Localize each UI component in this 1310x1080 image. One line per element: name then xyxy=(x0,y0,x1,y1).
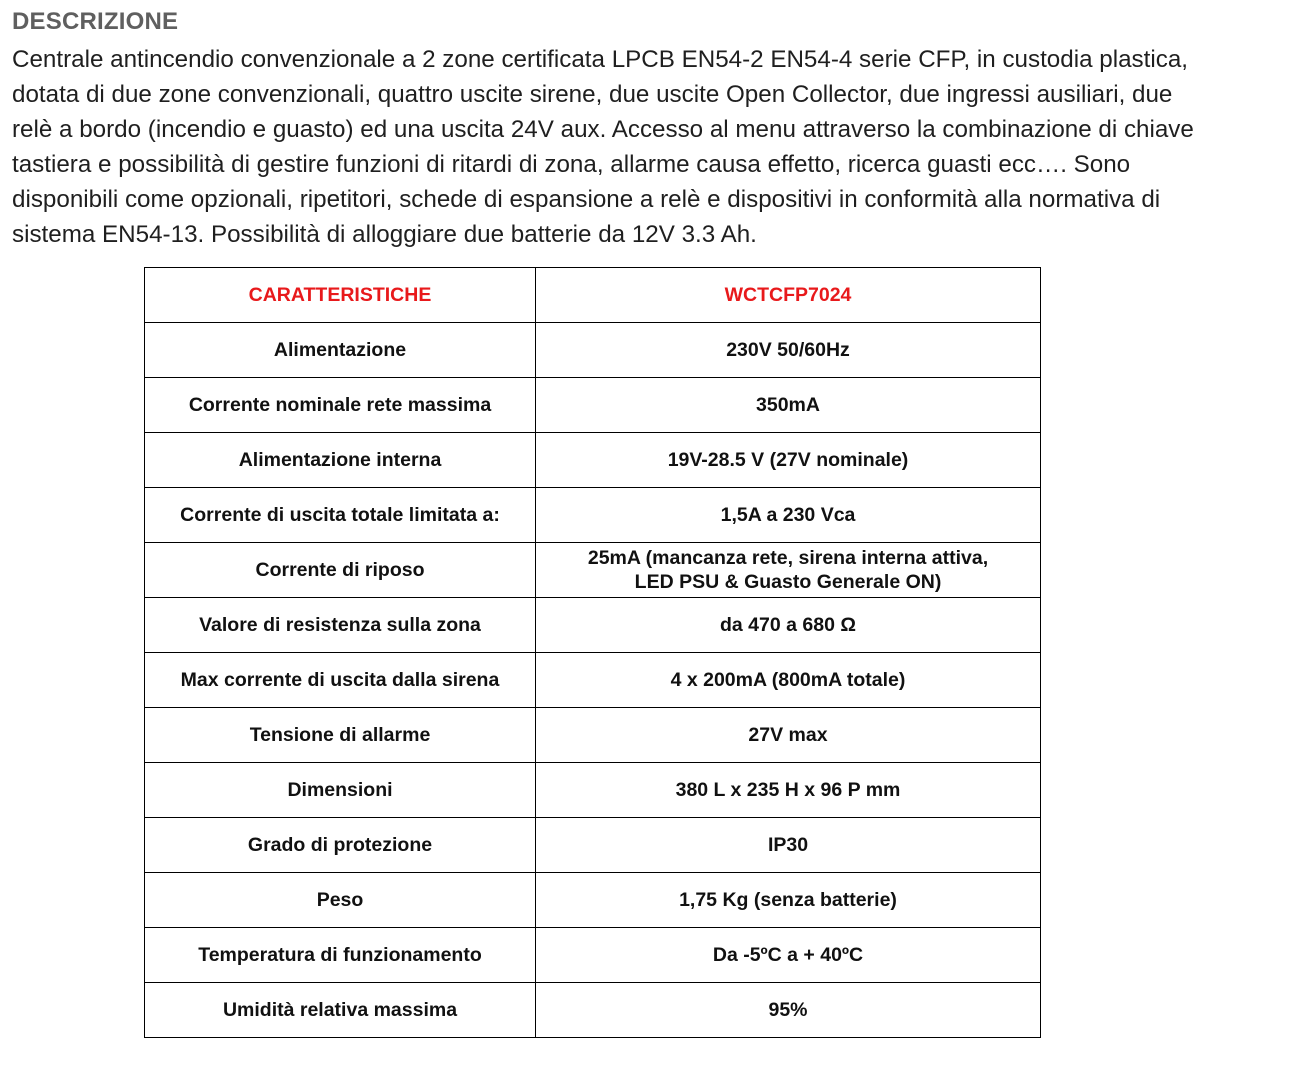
table-header-row xyxy=(145,268,1041,323)
value-cell: 1,75 Kg (senza batterie) xyxy=(536,873,1041,928)
value-cell: 19V-28.5 V (27V nominale) xyxy=(536,433,1041,488)
description-line: Centrale antincendio convenzionale a 2 zone certificata LPCB EN54-2 EN54-4 serie CFP, in custodia plastica, xyxy=(12,46,1188,73)
description-line: sistema EN54-13. Possibilità di alloggiare due batterie da 12V 3.3 Ah. xyxy=(12,221,757,248)
description-line: tastiera e possibilità di gestire funzioni di ritardi di zona, allarme causa effetto, ricerca guasti ecc…. Sono xyxy=(12,151,1131,178)
value-cell xyxy=(536,543,1041,598)
feature-cell: Corrente di riposo xyxy=(145,543,536,598)
table-row xyxy=(145,983,1041,1038)
table-row xyxy=(145,488,1041,543)
value-cell: 380 L x 235 H x 96 P mm xyxy=(536,763,1041,818)
description-line: dotata di due zone convenzionali, quattro uscite sirene, due uscite Open Collector, due ingressi ausiliari, due xyxy=(12,81,1173,108)
value-cell: 230V 50/60Hz xyxy=(536,323,1041,378)
value-cell: 4 x 200mA (800mA totale) xyxy=(536,653,1041,708)
header-cell-model: WCTCFP7024 xyxy=(536,268,1041,323)
feature-cell: Peso xyxy=(145,873,536,928)
table-row xyxy=(145,763,1041,818)
value-cell: 27V max xyxy=(536,708,1041,763)
value-cell: 95% xyxy=(536,983,1041,1038)
table-row xyxy=(145,323,1041,378)
feature-cell: Max corrente di uscita dalla sirena xyxy=(145,653,536,708)
table-row xyxy=(145,708,1041,763)
feature-cell: Corrente di uscita totale limitata a: xyxy=(145,488,536,543)
feature-cell: Umidità relativa massima xyxy=(145,983,536,1038)
value-cell: 1,5A a 230 Vca xyxy=(536,488,1041,543)
table-row xyxy=(145,818,1041,873)
description-line: relè a bordo (incendio e guasto) ed una uscita 24V aux. Accesso al menu attraverso la combinazione di chiave xyxy=(12,116,1194,143)
feature-cell: Temperatura di funzionamento xyxy=(145,928,536,983)
value-cell: IP30 xyxy=(536,818,1041,873)
table-row xyxy=(145,433,1041,488)
section-heading: DESCRIZIONE xyxy=(12,8,179,35)
value-cell: da 470 a 680 Ω xyxy=(536,598,1041,653)
table-row xyxy=(145,928,1041,983)
value-cell: 350mA xyxy=(536,378,1041,433)
description-paragraph xyxy=(12,42,1308,252)
table-row xyxy=(145,873,1041,928)
feature-cell: Tensione di allarme xyxy=(145,708,536,763)
table-row xyxy=(145,598,1041,653)
value-line: 25mA (mancanza rete, sirena interna attiva, xyxy=(587,547,989,569)
table-row xyxy=(145,653,1041,708)
feature-cell: Corrente nominale rete massima xyxy=(145,378,536,433)
feature-cell: Alimentazione interna xyxy=(145,433,536,488)
value-cell: Da -5ºC a + 40ºC xyxy=(536,928,1041,983)
table-row xyxy=(145,543,1041,598)
feature-cell: Alimentazione xyxy=(145,323,536,378)
description-line: disponibili come opzionali, ripetitori, schede di espansione a relè e dispositivi in conformità alla normativa di xyxy=(12,186,1161,213)
table-row xyxy=(145,378,1041,433)
feature-cell: Dimensioni xyxy=(145,763,536,818)
feature-cell: Valore di resistenza sulla zona xyxy=(145,598,536,653)
specifications-table xyxy=(144,267,1041,1038)
value-line: LED PSU & Guasto Generale ON) xyxy=(634,571,942,593)
feature-cell: Grado di protezione xyxy=(145,818,536,873)
header-cell-feature: CARATTERISTICHE xyxy=(145,268,536,323)
